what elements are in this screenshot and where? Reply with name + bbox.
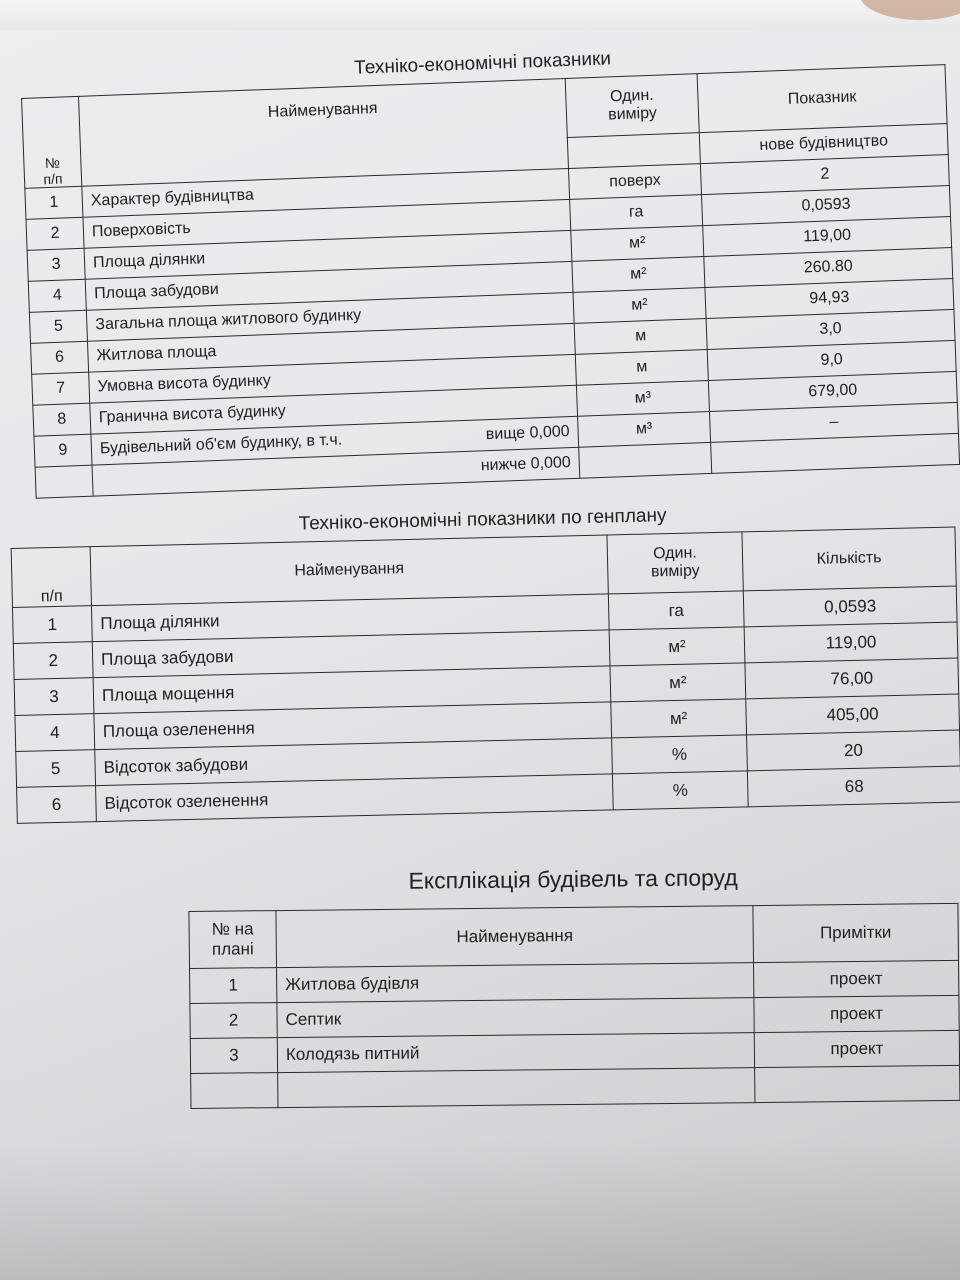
header-num-line1: №: [44, 154, 61, 172]
row-value: 20: [747, 730, 960, 771]
row-number: 9: [34, 434, 92, 467]
row-name: Відсоток забудови: [95, 738, 613, 786]
row-number: 3: [14, 678, 94, 716]
row-value: 94,93: [705, 278, 954, 318]
row-value: 3,0: [706, 309, 955, 349]
row-unit: м: [575, 350, 708, 386]
row-number: 7: [32, 372, 90, 405]
row-number: 2: [13, 642, 93, 680]
header-num: [22, 96, 82, 188]
table1-title: Техніко-економічні показники: [353, 48, 612, 79]
row-unit: га: [570, 195, 703, 231]
row-number: 2: [190, 1003, 277, 1039]
header-unit-line2: виміру: [607, 104, 658, 124]
row-number: 6: [31, 341, 89, 374]
row-unit: га: [608, 591, 744, 630]
row-name: Колодязь питний: [277, 1033, 754, 1073]
row-note: проект: [754, 1030, 959, 1067]
row-name-text: Характер будівництва: [90, 186, 255, 210]
table2-title: Техніко-економічні показники по генплану: [298, 505, 667, 535]
row-value: 260.80: [704, 247, 953, 287]
row-number: 6: [17, 786, 97, 824]
row-name-text: Загальна площа житлового будинку: [95, 306, 362, 334]
row-name: Площа мощення: [93, 666, 611, 714]
row-value: 119,00: [703, 217, 952, 257]
row-unit: м²: [611, 699, 747, 738]
row-unit: м²: [609, 627, 745, 666]
row-name: Відсоток озеленення: [96, 774, 614, 822]
header-note: Примітки: [753, 903, 959, 962]
row-unit: %: [612, 771, 748, 810]
row-unit: м: [574, 319, 707, 355]
header-num: п/п: [11, 547, 91, 608]
row-name-text: Житлова площа: [96, 342, 217, 365]
table2-body: [12, 586, 960, 823]
row-number: 1: [190, 968, 277, 1004]
row-name: Септик: [277, 998, 754, 1038]
table-header-row: [189, 903, 959, 968]
row-sub-text: нижче 0,000: [480, 454, 572, 475]
row-name-text: Площа забудови: [93, 280, 220, 303]
table-row: [191, 1065, 960, 1108]
row-name: Площа забудови: [92, 630, 610, 678]
header-num-line2: плані: [211, 939, 254, 959]
row-unit: %: [612, 735, 748, 774]
header-num-line2: п/п: [43, 170, 63, 188]
row-value: 0,0593: [702, 186, 951, 226]
row-unit: м³: [576, 380, 709, 416]
row-unit: м³: [578, 411, 711, 447]
table3-title: Експлікація будівель та споруд: [408, 864, 738, 894]
row-value: 68: [747, 766, 960, 807]
tech-economic-section: [20, 36, 960, 499]
header-value: Кількість: [742, 527, 956, 591]
row-sub-text: вище 0,000: [485, 423, 570, 444]
genplan-table: [11, 527, 960, 824]
row-name-text: Поверховість: [91, 219, 192, 241]
row-value: 76,00: [745, 658, 959, 699]
row-name: [278, 1068, 755, 1108]
row-name: Житлова будівля: [277, 963, 754, 1003]
row-number: 4: [28, 279, 86, 312]
row-number: 3: [190, 1038, 277, 1074]
header-unit: [565, 74, 699, 138]
row-name-text: Умовна висота будинку: [97, 372, 272, 396]
row-name-text: Гранична висота будинку: [98, 402, 287, 427]
row-note: [755, 1065, 960, 1102]
row-number: [191, 1073, 278, 1109]
row-value: –: [709, 402, 958, 442]
explication-section: [188, 862, 960, 1109]
row-unit: м²: [571, 226, 704, 262]
row-value: 679,00: [708, 371, 957, 411]
header-unit: [607, 532, 743, 594]
row-name-text: Площа ділянки: [92, 250, 206, 272]
header-name: Найменування: [276, 906, 754, 968]
table3-body: [190, 960, 960, 1108]
row-number: 5: [16, 750, 96, 788]
header-num-line1: № на: [211, 919, 254, 939]
row-name: Площа ділянки: [91, 594, 609, 642]
header-unit-line1: Один.: [652, 544, 697, 563]
tech-economic-table: [21, 64, 960, 499]
row-number: 2: [26, 217, 84, 250]
row-value: 119,00: [744, 622, 958, 663]
row-note: проект: [754, 995, 959, 1032]
header-name: Найменування: [90, 535, 608, 606]
row-number: 3: [27, 248, 85, 281]
row-name-text: [101, 471, 102, 489]
explication-table: [188, 903, 960, 1109]
header-unit-line1: Один.: [609, 86, 654, 106]
row-unit: м²: [572, 257, 705, 293]
row-number: 5: [29, 310, 87, 343]
row-number: 1: [25, 186, 83, 219]
row-name-text: Будівельний об'єм будинку, в т.ч.: [99, 431, 343, 458]
header-num: [189, 911, 277, 969]
row-number: 8: [33, 403, 91, 436]
header-value: Показник: [697, 65, 947, 133]
row-value: 405,00: [746, 694, 960, 735]
row-name: Площа озеленення: [94, 702, 612, 750]
row-value: 0,0593: [743, 586, 957, 627]
row-number: [35, 465, 93, 498]
genplan-section: [10, 499, 960, 824]
row-value: 9,0: [707, 340, 956, 380]
row-number: 1: [12, 606, 92, 644]
header-unit-line2: виміру: [650, 562, 700, 581]
row-unit: м²: [573, 288, 706, 324]
row-unit: м²: [610, 663, 746, 702]
row-number: 4: [15, 714, 95, 752]
header-subtitle: нове будівництво: [699, 124, 948, 164]
header-name: Найменування: [79, 79, 569, 187]
row-note: проект: [754, 960, 959, 997]
row-unit: [579, 442, 712, 478]
row-unit: поверх: [568, 164, 701, 200]
table1-body: [25, 155, 960, 499]
row-value: 2: [700, 155, 949, 195]
subheader-unit-empty: [567, 133, 700, 169]
